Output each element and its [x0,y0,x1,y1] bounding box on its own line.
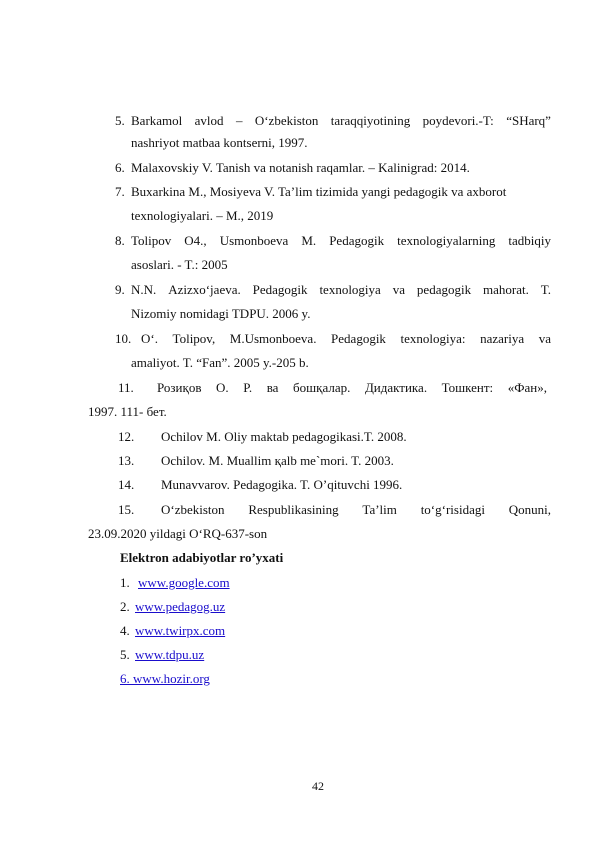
word: Barkamol [131,113,183,128]
word: N.N. [131,282,157,297]
word: Ta’lim [362,502,397,517]
ref-10-line2: amaliyot. T. “Fan”. 2005 y.-205 b. [131,355,309,370]
word: O‘zbekiston [161,502,225,517]
ref-6-line1: Malaxovskiy V. Tanish va notanish raqamlar. – Kalinigrad: 2014. [131,160,470,175]
electronic-link-hozir[interactable]: 6. www.hozir.org [120,671,210,686]
word: Tolipov [131,233,172,248]
ref-12-number: 12. [118,429,135,444]
ref-11-line2: 1997. 111- бет. [88,404,167,419]
word: Тошкент: [441,380,494,395]
ref-15-number: 15. [118,502,135,517]
electronic-item-1-number: 1. [120,575,130,590]
word: va [392,282,406,297]
word: Respublikasining [248,502,339,517]
ref-6-number: 6. [115,160,125,175]
word: Pedagogik [252,282,308,297]
ref-10-line1 [141,331,551,347]
word: pedagogik [416,282,472,297]
word: texnologiya [319,282,381,297]
ref-9-number: 9. [115,282,125,297]
electronic-item-5-number: 5. [120,647,130,662]
word: taraqqiyotining [330,113,411,128]
word: T. [540,282,551,297]
ref-5-number: 5. [115,113,125,128]
ref-8-line2: asoslari. - T.: 2005 [131,257,228,272]
electronic-item-2-number: 2. [120,599,130,614]
ref-14-number: 14. [118,477,135,492]
word: “SHarq” [506,113,551,128]
ref-7-line1: Buxarkina M., Mosiyeva V. Ta’lim tizimida yangi pedagogik va axborot [131,184,507,199]
ref-15-line2: 23.09.2020 yildagi O‘RQ-637-son [88,526,268,541]
word: Р. [243,380,253,395]
ref-8-number: 8. [115,233,125,248]
ref-9-line2: Nizomiy nomidagi TDPU. 2006 y. [131,306,311,321]
word: Розиқов [157,380,202,395]
electronic-link-tdpu[interactable]: www.tdpu.uz [135,647,205,662]
word: avlod [194,113,224,128]
word: poydevori.-T: [422,113,494,128]
word: va [538,331,551,346]
electronic-link-twirpx[interactable]: www.twirpx.com [135,623,226,638]
ref-15-line1 [161,502,551,518]
ref-7-line2: texnologiyalari. – M., 2019 [131,208,274,223]
word: texnologiyalarning [397,233,496,248]
word: M.Usmonboeva. [229,331,317,346]
ref-12-line1: Ochilov M. Oliy maktab pedagogikasi.T. 2008. [161,429,407,444]
word: бошқалар. [293,380,351,395]
word: mahorat. [482,282,529,297]
word: tadbiqiy [508,233,551,248]
ref-9-line1 [131,282,551,298]
word: O‘. [141,331,158,346]
word: «Фан», [507,380,547,395]
ref-8-line1 [131,233,551,249]
word: M. [301,233,317,248]
ref-10-number: 10. [115,331,132,346]
word: Usmonboeva [219,233,289,248]
ref-13-line1: Ochilov. M. Muallim қalb me`mori. T. 2003. [161,453,394,468]
word: О. [216,380,229,395]
word: Qonuni, [508,502,551,517]
word: Дидактика. [364,380,428,395]
word: O‘zbekiston [254,113,319,128]
electronic-link-google[interactable]: www.google.com [138,575,230,590]
word: ва [266,380,279,395]
word: to‘g‘risidagi [420,502,485,517]
ref-11-line1 [157,380,547,396]
word: Tolipov, [172,331,216,346]
word: – [235,113,243,128]
ref-11-number: 11. [118,380,134,395]
word: nazariya [480,331,525,346]
word: texnologiya: [400,331,466,346]
page-number: 42 [312,779,324,793]
word: Azizxo‘jaeva. [168,282,241,297]
ref-5-line1 [131,113,551,129]
ref-14-line1: Munavvarov. Pedagogika. T. O’qituvchi 1996. [161,477,403,492]
word: Pedagogik [331,331,386,346]
word: O4., [184,233,207,248]
ref-5-line2: nashriyot matbaa kontserni, 1997. [131,135,308,150]
electronic-link-pedagog[interactable]: www.pedagog.uz [135,599,226,614]
word: Pedagogik [329,233,385,248]
electronic-heading: Elektron adabiyotlar ro’yxati [120,550,284,565]
ref-7-number: 7. [115,184,125,199]
ref-13-number: 13. [118,453,135,468]
electronic-item-4-number: 4. [120,623,130,638]
